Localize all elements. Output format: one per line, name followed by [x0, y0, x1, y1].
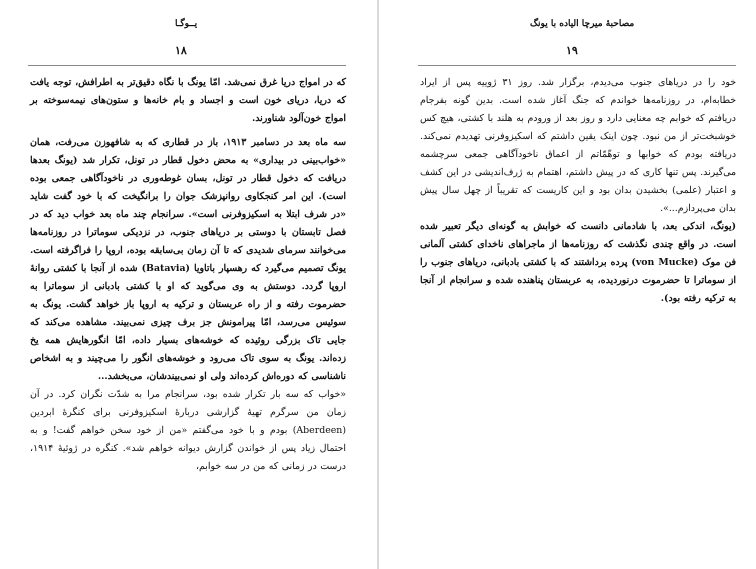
- right-page-number: ۱۹: [566, 44, 578, 57]
- left-header-rule: [28, 65, 346, 66]
- right-running-head: مصاحبهٔ میرچا الیاده با یونگ: [530, 19, 635, 29]
- left-paragraph-3: «خواب که سه بار تکرار شده بود، سرانجام مرا به شدّت نگران کرد. در آن زمان من سرگرم تهیهٔ گزارشی دربارهٔ اسکیزوفرنی برای کنگرهٔ ابردین (Aberdeen) بودم و با خود می‌گفتم «من از خود سخن خواهم گفت! و به احتمال زیاد پس از خواندن گزارش دیوانه خواهم شد». کنگره در ژوئیهٔ ۱۹۱۴، درست در زمانی که من در سه خوابم،: [30, 389, 346, 472]
- right-paragraph-1: خود را در دریاهای جنوب می‌دیدم، برگزار شد. روز ۳۱ ژوییه پس از ایراد خطابه‌ام، در روزنامه‌ها خواندم که جنگ آغاز شده است. بدین گونه بفرجام دریافتم که خوابم چه معنایی دارد و روز بعد از ورودم به هلند با کشتی، هیچ کس خوشبخت‌تر از من نبود. چون اینک یقین داشتم که اسکیزوفرنی تهدیدم نمی‌کند. دریافته بودم که خوابها و توهّمّاتم از اعماق ناخودآگاهی جمعی سرچشمه می‌گیرند. پس تنها کاری که در پیش داشتم، اهتمام به ژرف‌اندیشی در این کشف و اعتبار (علمی) بخشیدن بدان بود و این کاریست که تقریباً از چهل سال پیش بدان می‌پردازم...».: [420, 77, 736, 214]
- left-paragraph-2: سه ماه بعد در دسامبر ۱۹۱۳، باز در قطاری که به شافهوزن می‌رفت، همان «خواب‌بینی در بیداری» به محض دخول قطار در تونل، تکرار شد (یونگ بعدها دریافت که دخول قطار در تونل، بسان غوطه‌وری در ناخودآگاهی جمعی بوده است). این امر کنجکاوی روانپزشک جوان را برانگیخت که با خود گفت شاید «در شرف ابتلا به اسکیزوفرنی است». سرانجام چند ماه بعد خواب دید که در فصل تابستان با دوستی بر دریاهای جنوب، در نزدیکی سوماترا در روزنامه‌ها می‌خوانند سرمای شدیدی که تا آن زمان بی‌سابقه بوده، اروپا را فراگرفته است. یونگ تصمیم می‌گیرد که رهسپار باتاویا (Batavia) شده از آنجا با کشتی روانهٔ اروپا گردد. دوستش به وی می‌گوید که او با کشتی بادبانی از سوماترا به حضرموت رفته و از راه عربستان و ترکیه به اروپا باز خواهد گشت. یونگ به سوئیس می‌رسد، امّا پیرامونش جز برف چیزی نمی‌بیند. مشاهده می‌کند که جایی تاک بزرگی روئیده که خوشه‌های بسیار داده، امّا انگورهایش همه یخ زده‌اند. یونگ به سوی تاک می‌رود و خوشه‌های انگور را می‌چیند و به اشخاص ناشناسی که دوره‌اش کرده‌اند ولی او نمی‌بیندشان، می‌بخشد...: [30, 137, 346, 382]
- right-header-rule: [418, 65, 736, 66]
- left-paragraph-1: که در امواج دریا غرق نمی‌شد. امّا یونگ با نگاه دقیق‌تر به اطرافش، توجه یافت که دریا، دریای خون است و اجساد و بام خانه‌ها و ستون‌های نیمه‌سوخته بر امواج خون‌آلود شناورند.: [30, 77, 346, 124]
- left-running-head: یــوگـا: [175, 19, 198, 29]
- right-paragraph-2: (یونگ، اندکی بعد، با شادمانی دانست که خوابش به گونه‌ای دیگر تعبیر شده است. در واقع چندی نگذشت که روزنامه‌ها از ماجراهای ناخدای کشتی آلمانی فن موک (von Mucke) پرده برداشتند که با کشتی بادبانی، دریاهای جنوب را از سوماترا تا حضرموت درنوردیده، به عربستان پناهنده شده و سرانجام از آنجا به ترکیه رفته بود).: [420, 221, 736, 304]
- left-page-body: [30, 74, 346, 476]
- right-page-body: [420, 74, 736, 308]
- left-page-number: ۱۸: [175, 44, 187, 57]
